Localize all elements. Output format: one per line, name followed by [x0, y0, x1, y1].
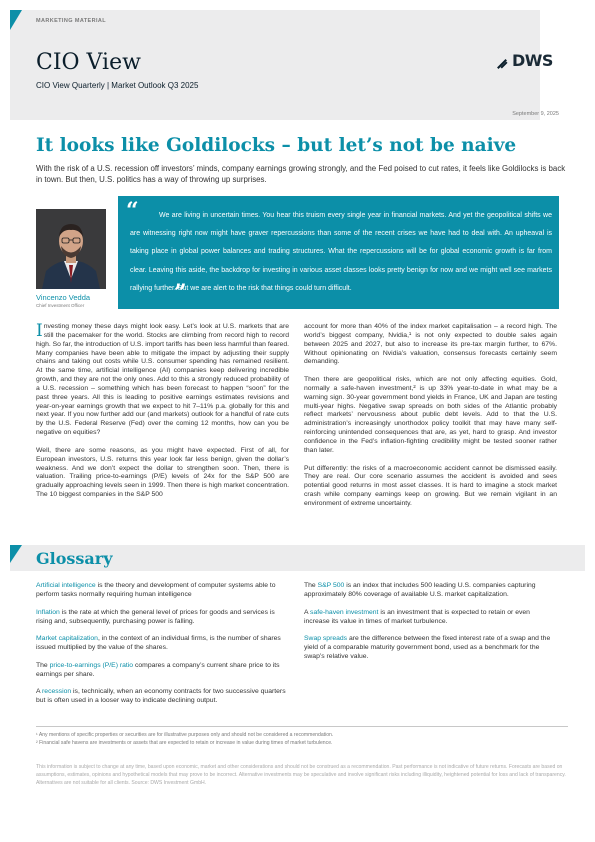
marketing-tag: MARKETING MATERIAL [36, 18, 107, 24]
dws-logo-text: DWS [512, 51, 553, 70]
glossary-entry [36, 662, 289, 680]
author-role: Chief Investment Officer [36, 303, 85, 308]
body-paragraph [36, 323, 289, 438]
entry-definition: compares a company’s current share price to its earnings per share. [36, 661, 280, 678]
glossary-term: Market capitalization [36, 635, 98, 643]
glossary-column-left [36, 582, 289, 715]
glossary-term: Inflation [36, 608, 60, 616]
dws-logo-icon [495, 54, 509, 68]
footnote: ¹ Any mentions of specific properties or securities are for illustrative purposes only and should not be considered a recommendation. [36, 732, 334, 738]
entry-definition: are the difference between the fixed interest rate of a swap and the yield of a comparable maturity government bond, used as a benchmark for the swap’s relative value. [304, 635, 551, 661]
body-column-left [36, 323, 289, 509]
entry-definition: is, technically, when an economy contracts for two successive quarters but is often used in a looser way to indicate declining output. [36, 688, 286, 705]
quote-open-icon: “ [126, 198, 139, 224]
quote-close-icon: ” [174, 280, 187, 306]
article-lede: With the risk of a U.S. recession off investors’ minds, company earnings growing strongly, and the Fed poised to cut rates, it feels like Goldilocks is back in town. But then, U.S. politics has a way of throwing up surprises. [36, 164, 566, 184]
entry-definition: is an investment that is expected to retain or even increase its value in times of market turbulence. [304, 608, 530, 625]
glossary-column-right [304, 582, 557, 671]
footnote: ² Financial safe havens are investments or assets that are expected to retain or increase in value during times of market turbulence. [36, 740, 333, 746]
glossary-title: Glossary [36, 549, 113, 568]
entry-prefix: The [36, 661, 50, 669]
author-photo [36, 209, 106, 289]
entry-prefix: A [304, 608, 311, 616]
glossary-term: Swap spreads [304, 635, 348, 643]
glossary-entry [36, 582, 289, 600]
page-header [0, 10, 595, 120]
glossary-term: Artificial intelligence [36, 582, 96, 589]
drop-cap: I [36, 321, 43, 341]
glossary-entry [36, 688, 289, 706]
quote-text: We are living in uncertain times. You hear this truism every single year in financial markets. And yet the geopolitical shifts we are witnessing right now might have graver repercussions than some of the recent crises we have had to deal with. An upheaval is taking place in global power balances and trading structures. What the repercussions will be for global economic growth is far from clear. Leaving this aside, the backdrop for investing in various asset classes looks pretty benign for now and we might well see markets rallying further. But we are alert to the risk that things could turn difficult. [130, 212, 552, 292]
legal-disclaimer: This information is subject to change at any time, based upon economic, market and other considerations and should not be construed as a recommendation. Past performance is not indicative of future returns. Forecasts are based on assumptions, estimates, opinions and hypothetical models that may prove to be incorrect. Alternative investments may be speculative and involve significant risks including illiquidity, heightened potential for loss and lack of transparency. Alternatives are not suitable for all clients. Source: DWS Investment GmbH. [36, 764, 566, 787]
glossary-entry [304, 582, 557, 600]
glossary-entry [304, 635, 557, 662]
entry-prefix: A [36, 688, 43, 696]
glossary-term: S&P 500 [317, 582, 345, 589]
publication-date: September 9, 2025 [512, 111, 559, 117]
body-paragraph: Then there are geopolitical risks, which are not only affecting equities. Gold, normally a safe-haven investment,² is up 33% year-to-date in what may be a warning sign. 30-year government bond yields in France, UK and Japan are testing multi-year highs. Negative swap spreads on both sides of the Atlantic probably reflect markets’ nervousness about public debt levels. Add to that the U.S. administration’s increasingly unorthodox policy toolkit that may have many self-reinforcing unintended consequences that are, as yet, hard to grasp. And investor confidence in the Fed’s inflation-fighting credibility might be tested sooner rather than later. [304, 376, 557, 454]
glossary-term: recession [42, 688, 72, 696]
article-headline: It looks like Goldilocks – but let’s not be naive [36, 135, 517, 156]
glossary-entry [36, 635, 289, 653]
entry-definition: is the theory and development of computer systems able to perform tasks normally requiring human intelligence [36, 582, 276, 598]
glossary-term: price-to-earnings (P/E) ratio [49, 661, 134, 669]
paragraph-text: nvesting money these days might look easy. Let’s look at U.S. markets that are still the pacemaker for the world. Stocks are climbing from record high to record high. So far, the introduction of U.S. import tariffs has been less harmful than feared. Many companies have been able to mitigate the impact by adjusting their supply chains and taking out costs while U.S. consumer spending has remained resilient. At the same time, artificial intelligence (AI) companies keep delivering incredible growth, and they are not the only ones. Add to this a strongly reduced probability of a U.S. recession – something which has been forecast to happen “soon” for the past three years. All this is leading to positive earnings estimates revisions and year-on-year earnings growth that we expect to hit 7–11% p.a. globally for this and next year. If you now further add our (and markets) outlook for a handful of rate cuts by the U.S. Federal Reserve (Fed) over the coming 12 months, how can you be negative on equities? [36, 323, 290, 437]
entry-definition: is the rate at which the general level of prices for goods and services is rising and, subsequently, purchasing power is falling. [36, 608, 275, 625]
publication-title: CIO View [36, 50, 141, 75]
body-column-right [304, 323, 557, 518]
glossary-entry [36, 609, 289, 627]
glossary-term: safe-haven investment [310, 608, 379, 616]
quote-box [118, 196, 559, 309]
entry-prefix: The [304, 582, 318, 589]
glossary-entry [304, 609, 557, 627]
entry-definition: , in the context of an individual firms, is the number of shares issued multiplied by the value of the shares. [36, 635, 281, 652]
body-paragraph: Well, there are some reasons, as you might have expected. First of all, for European investors, U.S. returns this year look far less benign, given the dollar’s weakness. And we don’t expect the dollar to strengthen soon. Then, there is valuation. Trailing price-to-earnings (P/E) levels of 24x for the S&P 500 are gradually approaching levels seen in 1999. Then there is high market concentration. The 10 biggest companies in the S&P 500 [36, 446, 289, 499]
footnote-divider [36, 726, 568, 727]
body-paragraph: account for more than 40% of the index market capitalisation – a record high. The world’s biggest company, Nvidia,¹ is not only expected to double sales again between 2025 and 2027, but also to increase its pre-tax margin further, to 67%. Without opinionating on Nvidia’s valuation, consensus forecasts certainly seem demanding. [304, 323, 557, 366]
entry-definition: is an index that includes 500 leading U.S. companies capturing approximately 80% coverage of available U.S. market capitalization. [304, 582, 536, 598]
header-accent-corner [10, 10, 22, 30]
glossary-accent-corner [10, 545, 22, 563]
publication-subtitle: CIO View Quarterly | Market Outlook Q3 2025 [36, 81, 199, 90]
dws-logo [495, 51, 553, 70]
body-paragraph: Put differently: the risks of a macroeconomic accident cannot be dismissed easily. They are real. Our core scenario assumes the accident is avoided and sees potential good returns in most asset classes. It is hard to imagine a stock market crash while company earnings keep on growing. But we remain vigilant in an environment of extreme uncertainty. [304, 464, 557, 507]
author-name: Vincenzo Vedda [36, 293, 91, 302]
